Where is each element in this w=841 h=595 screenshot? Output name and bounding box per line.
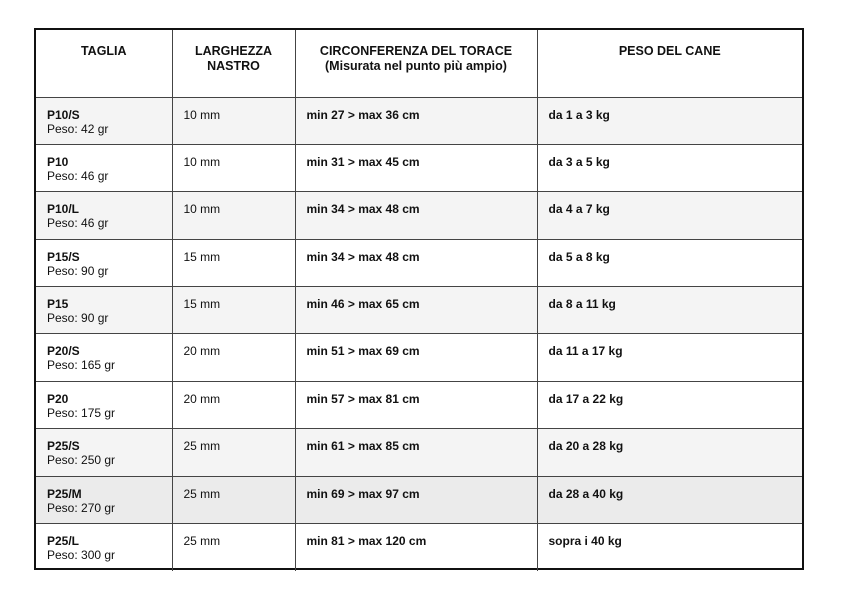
cell-peso-cane: da 3 a 5 kg — [537, 144, 802, 191]
cell-circonferenza: min 34 > max 48 cm — [295, 192, 537, 239]
size-code: P25/S — [47, 439, 80, 454]
table-row — [36, 476, 802, 523]
harness-weight: Peso: 175 gr — [47, 405, 116, 420]
cell-circonferenza: min 81 > max 120 cm — [295, 524, 537, 571]
harness-weight: Peso: 300 gr — [47, 548, 116, 563]
size-code: P10/L — [47, 202, 80, 217]
harness-weight: Peso: 165 gr — [47, 358, 116, 373]
header-peso-cane: PESO DEL CANE — [537, 30, 802, 97]
size-code: P15/S — [47, 249, 80, 264]
table-row — [36, 239, 802, 286]
harness-weight: Peso: 90 gr — [47, 263, 109, 278]
cell-taglia — [36, 287, 172, 334]
cell-peso-cane: da 11 a 17 kg — [537, 334, 802, 381]
cell-peso-cane: da 20 a 28 kg — [537, 429, 802, 476]
cell-circonferenza: min 51 > max 69 cm — [295, 334, 537, 381]
harness-weight: Peso: 250 gr — [47, 453, 116, 468]
harness-weight: Peso: 46 gr — [47, 216, 109, 231]
cell-circonferenza: min 69 > max 97 cm — [295, 476, 537, 523]
harness-weight: Peso: 90 gr — [47, 311, 109, 326]
harness-weight: Peso: 270 gr — [47, 500, 116, 515]
table-row — [36, 97, 802, 144]
cell-peso-cane: da 17 a 22 kg — [537, 381, 802, 428]
cell-taglia — [36, 524, 172, 571]
header-taglia: TAGLIA — [36, 30, 172, 97]
cell-larghezza-nastro: 10 mm — [172, 192, 295, 239]
cell-peso-cane: da 4 a 7 kg — [537, 192, 802, 239]
harness-weight: Peso: 46 gr — [47, 168, 109, 183]
cell-larghezza-nastro: 25 mm — [172, 476, 295, 523]
table-row — [36, 524, 802, 571]
cell-circonferenza: min 46 > max 65 cm — [295, 287, 537, 334]
harness-weight: Peso: 42 gr — [47, 121, 109, 136]
cell-taglia — [36, 334, 172, 381]
cell-larghezza-nastro: 10 mm — [172, 144, 295, 191]
size-code: P20 — [47, 391, 69, 406]
table-row — [36, 334, 802, 381]
cell-peso-cane: da 1 a 3 kg — [537, 97, 802, 144]
cell-larghezza-nastro: 20 mm — [172, 334, 295, 381]
size-code: P25/M — [47, 486, 82, 501]
size-code: P10/S — [47, 107, 80, 122]
cell-larghezza-nastro: 15 mm — [172, 287, 295, 334]
cell-circonferenza: min 57 > max 81 cm — [295, 381, 537, 428]
cell-circonferenza: min 31 > max 45 cm — [295, 144, 537, 191]
size-code: P25/L — [47, 534, 80, 549]
cell-taglia — [36, 144, 172, 191]
size-code: P20/S — [47, 344, 80, 359]
cell-circonferenza: min 34 > max 48 cm — [295, 239, 537, 286]
size-chart-table-container — [34, 28, 804, 570]
header-row — [36, 30, 802, 97]
cell-peso-cane: da 8 a 11 kg — [537, 287, 802, 334]
table-row — [36, 287, 802, 334]
table-row — [36, 429, 802, 476]
size-chart-table — [36, 30, 802, 571]
size-code: P10 — [47, 154, 69, 169]
cell-taglia — [36, 476, 172, 523]
cell-peso-cane: sopra i 40 kg — [537, 524, 802, 571]
cell-circonferenza: min 61 > max 85 cm — [295, 429, 537, 476]
header-larghezza-nastro: LARGHEZZA NASTRO — [172, 30, 295, 97]
cell-taglia — [36, 429, 172, 476]
cell-taglia — [36, 381, 172, 428]
cell-larghezza-nastro: 20 mm — [172, 381, 295, 428]
cell-larghezza-nastro: 25 mm — [172, 524, 295, 571]
header-circonferenza-torace: CIRCONFERENZA DEL TORACE (Misurata nel punto più ampio) — [295, 30, 537, 97]
table-row — [36, 381, 802, 428]
cell-taglia — [36, 192, 172, 239]
cell-larghezza-nastro: 25 mm — [172, 429, 295, 476]
table-row — [36, 192, 802, 239]
cell-peso-cane: da 28 a 40 kg — [537, 476, 802, 523]
table-row — [36, 144, 802, 191]
size-code: P15 — [47, 297, 69, 312]
cell-taglia — [36, 239, 172, 286]
cell-larghezza-nastro: 10 mm — [172, 97, 295, 144]
cell-larghezza-nastro: 15 mm — [172, 239, 295, 286]
cell-circonferenza: min 27 > max 36 cm — [295, 97, 537, 144]
cell-taglia — [36, 97, 172, 144]
cell-peso-cane: da 5 a 8 kg — [537, 239, 802, 286]
